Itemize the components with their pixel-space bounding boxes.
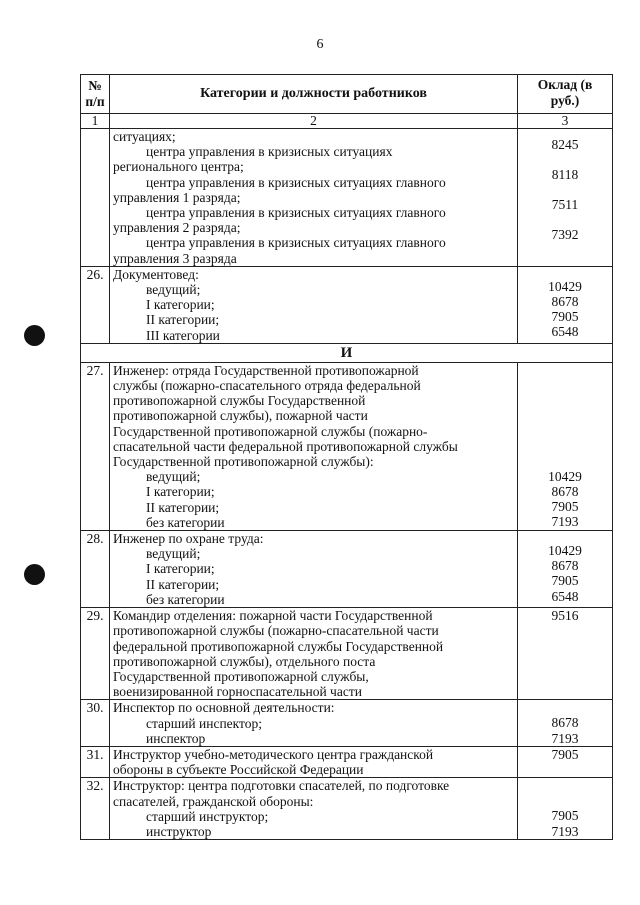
row-item: II категории; [146,576,220,592]
row-item: ведущий; [146,469,201,485]
row-item: старший инспектор; [146,715,263,731]
row-text: Государственной противопожарной службы, [113,668,369,684]
row-number: 28. [81,531,110,608]
row-text: ситуациях; [113,129,176,144]
row-title [110,746,518,777]
row-item: старший инструктор; [146,808,269,824]
row-number [81,129,110,267]
row-item: без категории [146,591,225,607]
row-item: II категории; [146,499,220,515]
salary-value: 9516 [551,608,579,624]
salary-value: 6548 [551,324,579,340]
salary-value: 8245 [551,137,579,152]
column-index-row [81,114,613,129]
header-salary: Оклад (в руб.) [518,75,613,114]
table-row [81,608,613,700]
row-text: Документовед: [113,266,199,282]
row-text: спасательной части федеральной противопожарной службы [113,438,458,454]
row-item: без категории [146,514,225,530]
row-text: Государственной противопожарной службы (пожарно- [113,423,428,439]
row-text: противопожарной службы), отдельного поста [113,653,376,669]
row-salary [518,778,613,840]
row-number: 31. [81,746,110,777]
row-item: I категории; [146,297,215,313]
column-index: 3 [518,114,613,129]
salary-value: 10429 [548,543,582,559]
salary-value: 7905 [551,573,579,589]
salary-value: 7193 [551,730,579,746]
row-text: обороны в субъекте Российской Федерации [113,762,364,778]
row-number: 32. [81,778,110,840]
row-title [110,608,518,700]
row-text: центра управления в кризисных ситуациях [146,144,393,160]
row-salary [518,608,613,700]
row-item: ведущий; [146,282,201,298]
row-text: центра управления в кризисных ситуациях главного [146,235,446,251]
row-number: 27. [81,362,110,530]
salary-value: 7511 [551,197,579,212]
row-text: противопожарной службы), пожарной части [113,408,368,424]
table-row [81,362,613,530]
row-salary [518,266,613,343]
row-item: I категории; [146,561,215,577]
row-title [110,531,518,608]
row-number: 30. [81,700,110,747]
row-number: 26. [81,266,110,343]
row-text: Инструктор учебно-методического центра гражданской [113,746,434,762]
row-salary [518,700,613,747]
row-text: противопожарной службы Государственной [113,393,366,409]
row-title [110,700,518,747]
table-row [81,746,613,777]
row-title [110,778,518,840]
table-row [81,778,613,840]
row-item: инструктор [146,823,212,839]
row-text: федеральной противопожарной службы Государственной [113,638,444,654]
row-item: II категории; [146,312,220,328]
row-text: Инженер по охране труда: [113,531,264,547]
row-text: регионального центра; [113,159,244,175]
column-index: 1 [81,114,110,129]
punch-hole [24,564,45,585]
salary-value: 7392 [551,227,579,242]
letter-section-row [81,343,613,362]
row-item: ведущий; [146,546,201,562]
salary-value: 7193 [551,823,579,839]
row-text: спасателей, гражданской обороны: [113,793,314,809]
header-category: Категории и должности работников [110,75,518,114]
row-item: III категории [146,327,220,343]
row-item: инспектор [146,730,206,746]
row-number: 29. [81,608,110,700]
salary-value: 7905 [551,746,579,762]
table-row [81,531,613,608]
letter-section: И [81,343,613,362]
row-text: Инструктор: центра подготовки спасателей, по подготовке [113,778,450,794]
punch-hole [24,325,45,346]
row-salary [518,362,613,530]
row-text: Государственной противопожарной службы): [113,454,374,470]
row-text: Командир отделения: пожарной части Государственной [113,608,433,624]
salary-value: 10429 [548,278,582,294]
salary-value: 8678 [551,715,579,731]
row-title [110,266,518,343]
salary-value: 8678 [551,558,579,574]
salary-value: 8678 [551,294,579,310]
salary-value: 7905 [551,808,579,824]
page-number: 6 [316,37,324,52]
salary-table [80,74,613,840]
row-text: Инженер: отряда Государственной противопожарной [113,362,419,378]
header-num: № п/п [81,75,110,114]
salary-value: 8678 [551,484,579,500]
salary-value: 10429 [548,468,582,484]
row-text: управления 3 разряда [113,250,237,266]
row-text: Инспектор по основной деятельности: [113,700,335,716]
table-row [81,129,613,267]
row-text: центра управления в кризисных ситуациях главного [146,174,446,190]
row-item: I категории; [146,484,215,500]
row-title [110,129,518,267]
table-row [81,700,613,747]
row-text: противопожарной службы (пожарно-спасательной части [113,623,439,639]
salary-value: 8118 [551,167,579,182]
row-text: службы (пожарно-спасательного отряда федеральной [113,378,421,394]
salary-value: 7905 [551,309,579,325]
row-title [110,362,518,530]
row-text: управления 2 разряда; [113,220,241,236]
salary-value: 7905 [551,499,579,515]
table-header-row [81,75,613,114]
row-salary [518,531,613,608]
row-salary [518,746,613,777]
row-text: управления 1 разряда; [113,189,241,205]
salary-value: 6548 [551,588,579,604]
salary-value: 7193 [551,514,579,530]
row-text: центра управления в кризисных ситуациях главного [146,205,446,221]
row-text: военизированной горноспасательной части [113,684,362,700]
table-row [81,266,613,343]
row-salary [518,129,613,267]
column-index: 2 [110,114,518,129]
